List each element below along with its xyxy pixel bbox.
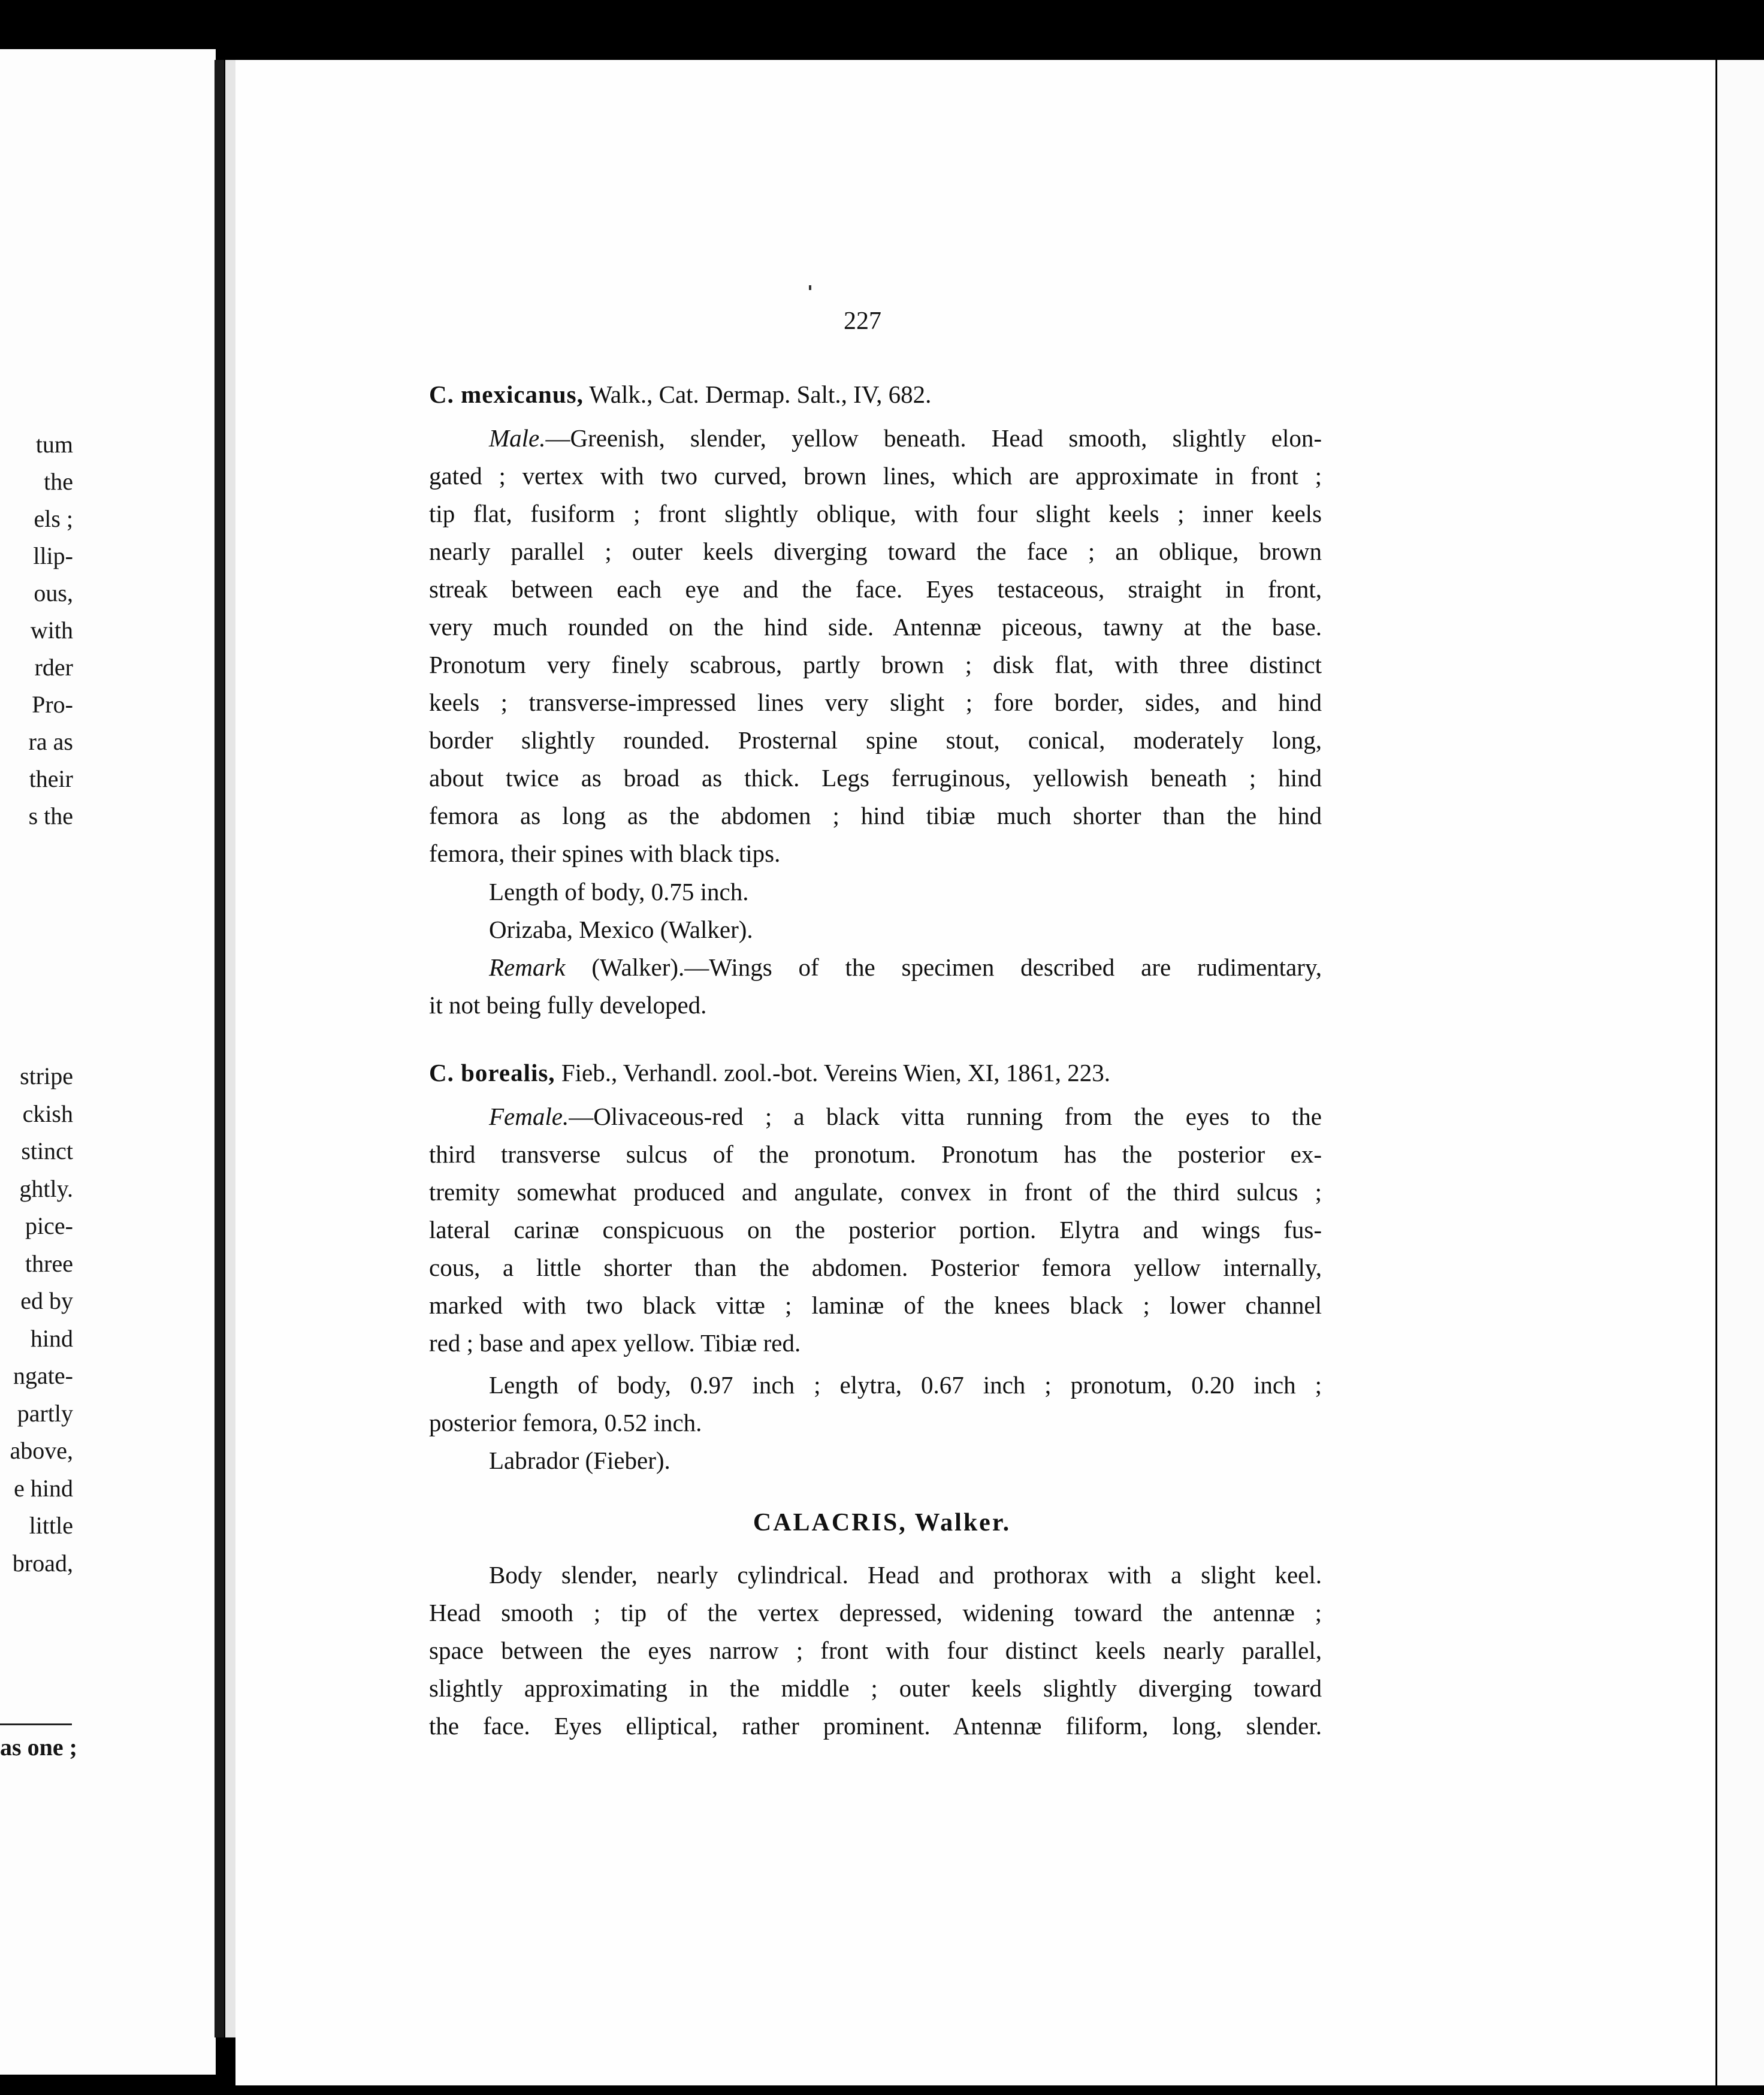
text-line: nearly parallel ; outer keels diverging toward the face ; an oblique, brown — [429, 538, 1322, 565]
mexicanus-citation: Walk., Cat. Dermap. Salt., IV, 682. — [583, 381, 932, 408]
text-line: keels ; transverse-impressed lines very slight ; fore border, sides, and hind — [429, 689, 1322, 716]
left-page-line: ed by — [20, 1287, 73, 1314]
left-page-line: e hind — [14, 1474, 73, 1502]
section-lead: Female. — [489, 1103, 569, 1130]
left-page-line: the — [44, 468, 73, 495]
borealis-name: C. borealis, — [429, 1059, 555, 1086]
text-line: marked with two black vittæ ; laminæ of the knees black ; lower channel — [429, 1291, 1322, 1319]
scan-top-border — [0, 0, 1764, 49]
left-page-line: ngate- — [13, 1362, 73, 1389]
text-line: tremity somewhat produced and angulate, convex in front of the third sulcus ; — [429, 1178, 1322, 1206]
text-line: border slightly rounded. Prosternal spine stout, conical, moderately long, — [429, 726, 1322, 754]
page-number: 227 — [844, 307, 881, 335]
left-page-line: ghtly. — [19, 1175, 73, 1202]
genus-heading: CALACRIS, Walker. — [753, 1509, 1011, 1536]
left-page-line: hind — [30, 1324, 73, 1352]
scan-speck — [809, 285, 811, 290]
text-line — [429, 419, 1322, 457]
left-page-line: els ; — [34, 505, 73, 532]
text-line: cous, a little shorter than the abdomen. Posterior femora yellow internally, — [429, 1254, 1322, 1281]
text-line — [429, 1098, 1322, 1136]
section-lead: Male. — [489, 424, 546, 452]
mexicanus-remark-continued: it not being fully developed. — [429, 991, 707, 1019]
mexicanus-name: C. mexicanus, — [429, 381, 584, 408]
text-line: space between the eyes narrow ; front with four distinct keels nearly parallel, — [429, 1637, 1322, 1664]
mexicanus-length: Length of body, 0.75 inch. — [489, 878, 749, 905]
text-line: lateral carinæ conspicuous on the posterior portion. Elytra and wings fus- — [429, 1216, 1322, 1243]
left-page-line: llip- — [33, 542, 73, 569]
text-line: Body slender, nearly cylindrical. Head and prothorax with a slight keel. — [489, 1561, 1322, 1589]
left-page-line: s the — [28, 802, 73, 829]
text-line: streak between each eye and the face. Eyes testaceous, straight in front, — [429, 575, 1322, 603]
left-page-line: ous, — [34, 579, 73, 606]
borealis-locality: Labrador (Fieber). — [489, 1447, 670, 1474]
remark-lead: Remark — [489, 953, 566, 981]
borealis-citation: Fieb., Verhandl. zool.-bot. Vereins Wien, XI, 1861, 223. — [555, 1059, 1110, 1086]
left-page-line: partly — [17, 1399, 73, 1427]
mexicanus-remark — [429, 949, 1322, 986]
text-line: tip flat, fusiform ; front slightly oblique, with four slight keels ; inner keels — [429, 500, 1322, 527]
text-line: femora, their spines with black tips. — [429, 840, 781, 867]
text-line: Head smooth ; tip of the vertex depressed, widening toward the antennæ ; — [429, 1599, 1322, 1626]
left-page-line: their — [29, 765, 73, 792]
mexicanus-locality: Orizaba, Mexico (Walker). — [489, 916, 753, 943]
text-line: red ; base and apex yellow. Tibiæ red. — [429, 1329, 801, 1357]
text-line: about twice as broad as thick. Legs ferruginous, yellowish beneath ; hind — [429, 764, 1322, 792]
text-line: very much rounded on the hind side. Antennæ piceous, tawny at the base. — [429, 613, 1322, 641]
gutter-shadow — [215, 60, 224, 2037]
borealis-length: Length of body, 0.97 inch ; elytra, 0.67 inch ; pronotum, 0.20 inch ; — [489, 1371, 1322, 1399]
left-page-line: little — [29, 1512, 73, 1539]
left-page-line: broad, — [12, 1549, 73, 1577]
left-page-line: stinct — [21, 1137, 73, 1164]
left-page-line: rder — [34, 654, 73, 681]
left-page-line: ra as — [28, 728, 73, 755]
left-page-line: ckish — [22, 1100, 73, 1127]
left-page-fragment — [0, 49, 216, 2075]
left-page-line: Pro- — [32, 691, 73, 718]
left-page-line: stripe — [20, 1062, 73, 1089]
left-page-line: three — [25, 1249, 73, 1277]
text-line: gated ; vertex with two curved, brown lines, which are approximate in front ; — [429, 462, 1322, 490]
text-line: the face. Eyes elliptical, rather prominent. Antennæ filiform, long, slender. — [429, 1712, 1322, 1740]
mexicanus-heading — [429, 376, 1322, 413]
text-line: Pronotum very finely scabrous, partly brown ; disk flat, with three distinct — [429, 651, 1322, 678]
text-line: femora as long as the abdomen ; hind tibiæ much shorter than the hind — [429, 802, 1322, 829]
borealis-length-continued: posterior femora, 0.52 inch. — [429, 1409, 702, 1436]
remark-text: (Walker).—Wings of the specimen described are rudimentary, — [565, 953, 1322, 981]
line-text: —Olivaceous-red ; a black vitta running from the eyes to the — [569, 1103, 1322, 1130]
left-page-footnote-rule — [0, 1723, 72, 1725]
left-page-footnote: as one ; — [0, 1734, 77, 1761]
line-text: —Greenish, slender, yellow beneath. Head smooth, slightly elon- — [545, 424, 1322, 452]
text-line: third transverse sulcus of the pronotum. Pronotum has the posterior ex- — [429, 1140, 1322, 1168]
left-page-line: above, — [10, 1437, 73, 1464]
borealis-heading — [429, 1054, 1322, 1092]
right-page-edge — [1717, 60, 1764, 2085]
left-page-line: pice- — [25, 1212, 73, 1239]
text-line: slightly approximating in the middle ; outer keels slightly diverging toward — [429, 1674, 1322, 1702]
left-page-line: tum — [35, 431, 73, 458]
left-page-line: with — [30, 617, 73, 644]
